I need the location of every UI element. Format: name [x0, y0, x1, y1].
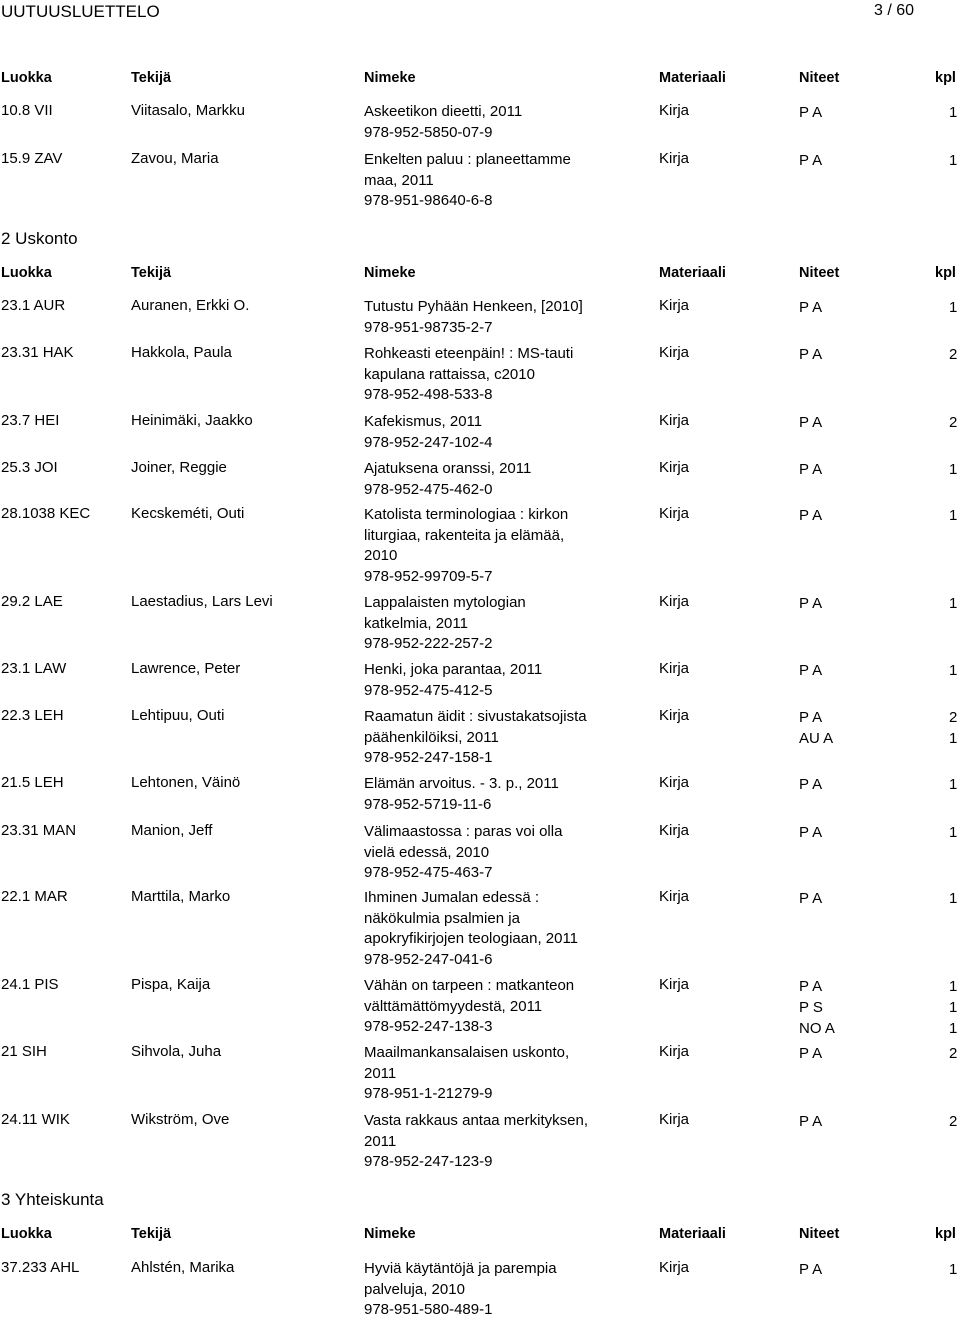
- nimeke-line: 978-952-247-158-1: [364, 749, 493, 767]
- nimeke-line: 978-952-99709-5-7: [364, 567, 493, 585]
- column-header-nimeke: Nimeke: [364, 70, 416, 86]
- cell-niteet: [799, 102, 822, 123]
- kpl-line: 1: [949, 152, 958, 169]
- nimeke-line: Hyviä käytäntöjä ja parempia: [364, 1260, 557, 1277]
- niteet-line: P A: [799, 978, 823, 995]
- kpl-line: 1: [949, 824, 958, 841]
- cell-tekija: Laestadius, Lars Levi: [131, 593, 273, 610]
- kpl-line: 1: [949, 1261, 958, 1278]
- cell-materiaali: Kirja: [659, 774, 690, 791]
- kpl-line: 1: [949, 776, 958, 793]
- cell-luokka: 23.31 HAK: [1, 344, 74, 361]
- kpl-line: 2: [949, 1045, 958, 1062]
- nimeke-line: katkelmia, 2011: [364, 614, 468, 632]
- nimeke-line: Vasta rakkaus antaa merkityksen,: [364, 1112, 588, 1129]
- nimeke-line: 2010: [364, 547, 398, 565]
- cell-tekija: Marttila, Marko: [131, 888, 231, 905]
- column-header-materiaali: Materiaali: [659, 265, 726, 281]
- cell-materiaali: Kirja: [659, 150, 690, 167]
- cell-luokka: 23.31 MAN: [1, 822, 77, 839]
- cell-nimeke: [364, 888, 644, 970]
- cell-luokka: 24.11 WIK: [1, 1111, 70, 1128]
- column-header-nimeke: Nimeke: [364, 265, 416, 281]
- cell-materiaali: Kirja: [659, 593, 690, 610]
- column-header-row: [0, 1226, 960, 1246]
- nimeke-line: 978-951-98735-2-7: [364, 318, 493, 336]
- cell-kpl: [949, 150, 957, 171]
- cell-materiaali: Kirja: [659, 102, 690, 119]
- section-title: 2 Uskonto: [1, 229, 78, 248]
- column-header-luokka: Luokka: [1, 1226, 52, 1242]
- kpl-line: 2: [949, 709, 958, 726]
- nimeke-line: liturgiaa, rakenteita ja elämää,: [364, 526, 565, 544]
- nimeke-line: Askeetikon dieetti, 2011: [364, 103, 523, 120]
- cell-materiaali: Kirja: [659, 1111, 690, 1128]
- nimeke-line: Rohkeasti eteenpäin! : MS-tauti: [364, 345, 574, 362]
- nimeke-line: Kafekismus, 2011: [364, 413, 483, 430]
- nimeke-line: Lappalaisten mytologian: [364, 594, 526, 611]
- cell-kpl: [949, 1111, 957, 1132]
- niteet-line: P A: [799, 662, 823, 679]
- cell-niteet: [799, 1259, 822, 1280]
- column-header-kpl: kpl: [935, 1226, 956, 1242]
- cell-luokka: 22.3 LEH: [1, 707, 64, 724]
- cell-nimeke: [364, 412, 644, 453]
- nimeke-line: Vähän on tarpeen : matkanteon: [364, 977, 575, 994]
- cell-kpl: [949, 774, 957, 795]
- niteet-line: NO A: [799, 1020, 835, 1037]
- cell-nimeke: [364, 150, 644, 212]
- cell-materiaali: Kirja: [659, 297, 690, 314]
- nimeke-line: 978-952-5719-11-6: [364, 795, 492, 813]
- cell-luokka: 37.233 AHL: [1, 1259, 80, 1276]
- page-number: 3 / 60: [874, 2, 915, 19]
- niteet-line: P A: [799, 1113, 823, 1130]
- nimeke-line: 978-952-475-462-0: [364, 480, 493, 498]
- cell-niteet: [799, 593, 822, 614]
- column-header-nimeke: Nimeke: [364, 1226, 416, 1242]
- niteet-line: P A: [799, 152, 823, 169]
- column-header-tekija: Tekijä: [131, 265, 172, 281]
- cell-luokka: 28.1038 KEC: [1, 505, 91, 522]
- niteet-line: P A: [799, 1261, 823, 1278]
- cell-materiaali: Kirja: [659, 344, 690, 361]
- cell-niteet: [799, 660, 822, 681]
- nimeke-line: kapulana rattaissa, c2010: [364, 365, 535, 383]
- cell-nimeke: [364, 593, 644, 655]
- cell-niteet: [799, 822, 822, 843]
- cell-materiaali: Kirja: [659, 976, 690, 993]
- nimeke-line: Ihminen Jumalan edessä :: [364, 889, 540, 906]
- cell-materiaali: Kirja: [659, 822, 690, 839]
- nimeke-line: Välimaastossa : paras voi olla: [364, 823, 563, 840]
- cell-kpl: [949, 412, 957, 433]
- cell-kpl: [949, 976, 957, 1039]
- nimeke-line: Elämän arvoitus. - 3. p., 2011: [364, 775, 559, 792]
- kpl-line: 1: [949, 890, 958, 907]
- nimeke-line: 2011: [364, 1064, 397, 1082]
- nimeke-line: Raamatun äidit : sivustakatsojista: [364, 708, 587, 725]
- cell-luokka: 21.5 LEH: [1, 774, 64, 791]
- nimeke-line: Ajatuksena oranssi, 2011: [364, 460, 532, 477]
- cell-nimeke: [364, 707, 644, 769]
- niteet-line: AU A: [799, 730, 834, 747]
- nimeke-line: apokryfikirjojen teologiaan, 2011: [364, 930, 579, 948]
- kpl-line: 1: [949, 595, 958, 612]
- nimeke-line: Katolista terminologiaa : kirkon: [364, 506, 569, 523]
- cell-kpl: [949, 822, 957, 843]
- document-title: UUTUUSLUETTELO: [1, 2, 160, 21]
- niteet-line: P A: [799, 346, 823, 363]
- cell-tekija: Wikström, Ove: [131, 1111, 230, 1128]
- cell-luokka: 23.1 AUR: [1, 297, 66, 314]
- cell-luokka: 29.2 LAE: [1, 593, 63, 610]
- cell-niteet: [799, 976, 835, 1039]
- cell-nimeke: [364, 774, 644, 815]
- column-header-materiaali: Materiaali: [659, 70, 726, 86]
- nimeke-line: 978-952-475-463-7: [364, 864, 493, 882]
- cell-nimeke: [364, 297, 644, 338]
- kpl-line: 1: [949, 461, 958, 478]
- kpl-line: 1: [949, 978, 958, 995]
- column-header-niteet: Niteet: [799, 70, 840, 86]
- cell-luokka: 10.8 VII: [1, 102, 53, 119]
- nimeke-line: 2011: [364, 1132, 397, 1150]
- cell-luokka: 23.7 HEI: [1, 412, 60, 429]
- cell-luokka: 21 SIH: [1, 1043, 47, 1060]
- nimeke-line: 978-952-247-123-9: [364, 1153, 493, 1171]
- cell-materiaali: Kirja: [659, 505, 690, 522]
- page-header: [0, 0, 960, 26]
- column-header-luokka: Luokka: [1, 265, 52, 281]
- column-header-luokka: Luokka: [1, 70, 52, 86]
- column-header-tekija: Tekijä: [131, 70, 172, 86]
- cell-tekija: Lehtipuu, Outi: [131, 707, 225, 724]
- cell-tekija: Auranen, Erkki O.: [131, 297, 250, 314]
- nimeke-line: 978-952-498-533-8: [364, 386, 493, 404]
- cell-nimeke: [364, 102, 644, 143]
- cell-tekija: Kecskeméti, Outi: [131, 505, 245, 522]
- kpl-line: 1: [949, 730, 958, 747]
- niteet-line: P A: [799, 414, 823, 431]
- cell-kpl: [949, 660, 957, 681]
- kpl-line: 1: [949, 104, 958, 121]
- cell-kpl: [949, 102, 957, 123]
- cell-tekija: Sihvola, Juha: [131, 1043, 222, 1060]
- cell-luokka: 23.1 LAW: [1, 660, 67, 677]
- kpl-line: 1: [949, 999, 958, 1016]
- cell-luokka: 22.1 MAR: [1, 888, 68, 905]
- cell-niteet: [799, 888, 822, 909]
- nimeke-line: 978-952-5850-07-9: [364, 123, 493, 141]
- niteet-line: P A: [799, 104, 823, 121]
- niteet-line: P A: [799, 824, 823, 841]
- cell-niteet: [799, 1111, 822, 1132]
- cell-tekija: Manion, Jeff: [131, 822, 213, 839]
- cell-niteet: [799, 412, 822, 433]
- nimeke-line: 978-951-98640-6-8: [364, 192, 493, 210]
- column-header-row: [0, 70, 960, 90]
- niteet-line: P A: [799, 1045, 823, 1062]
- cell-tekija: Heinimäki, Jaakko: [131, 412, 253, 429]
- kpl-line: 2: [949, 1113, 958, 1130]
- column-header-kpl: kpl: [935, 265, 956, 281]
- nimeke-line: 978-952-222-257-2: [364, 635, 493, 653]
- nimeke-line: Tutustu Pyhään Henkeen, [2010]: [364, 298, 583, 315]
- cell-nimeke: [364, 1111, 644, 1173]
- niteet-line: P A: [799, 595, 823, 612]
- column-header-niteet: Niteet: [799, 265, 840, 281]
- cell-kpl: [949, 297, 957, 318]
- kpl-line: 1: [949, 507, 958, 524]
- nimeke-line: 978-952-247-102-4: [364, 433, 493, 451]
- column-header-materiaali: Materiaali: [659, 1226, 726, 1242]
- nimeke-line: näkökulmia psalmien ja: [364, 909, 520, 927]
- kpl-line: 1: [949, 662, 958, 679]
- cell-nimeke: [364, 505, 644, 587]
- cell-materiaali: Kirja: [659, 707, 690, 724]
- cell-materiaali: Kirja: [659, 412, 690, 429]
- cell-tekija: Viitasalo, Markku: [131, 102, 245, 119]
- cell-materiaali: Kirja: [659, 888, 690, 905]
- cell-luokka: 15.9 ZAV: [1, 150, 63, 167]
- nimeke-line: Maailmankansalaisen uskonto,: [364, 1044, 570, 1061]
- cell-tekija: Hakkola, Paula: [131, 344, 232, 361]
- niteet-line: P A: [799, 709, 823, 726]
- cell-kpl: [949, 707, 957, 749]
- nimeke-line: 978-952-475-412-5: [364, 681, 493, 699]
- cell-niteet: [799, 774, 822, 795]
- cell-tekija: Lawrence, Peter: [131, 660, 241, 677]
- cell-tekija: Joiner, Reggie: [131, 459, 227, 476]
- section-title: 3 Yhteiskunta: [1, 1190, 104, 1209]
- cell-nimeke: [364, 1259, 644, 1321]
- kpl-line: 1: [949, 1020, 958, 1037]
- niteet-line: P A: [799, 507, 823, 524]
- cell-materiaali: Kirja: [659, 459, 690, 476]
- nimeke-line: 978-951-580-489-1: [364, 1301, 493, 1319]
- cell-nimeke: [364, 459, 644, 500]
- kpl-line: 1: [949, 299, 958, 316]
- column-header-kpl: kpl: [935, 70, 956, 86]
- cell-niteet: [799, 1043, 822, 1064]
- kpl-line: 2: [949, 414, 958, 431]
- cell-tekija: Pispa, Kaija: [131, 976, 211, 993]
- cell-niteet: [799, 459, 822, 480]
- niteet-line: P S: [799, 999, 823, 1016]
- cell-nimeke: [364, 822, 644, 884]
- cell-nimeke: [364, 1043, 644, 1105]
- cell-kpl: [949, 1043, 957, 1064]
- cell-tekija: Ahlstén, Marika: [131, 1259, 235, 1276]
- cell-nimeke: [364, 344, 644, 406]
- column-header-row: [0, 265, 960, 285]
- cell-materiaali: Kirja: [659, 1043, 690, 1060]
- nimeke-line: 978-952-247-041-6: [364, 950, 493, 968]
- cell-kpl: [949, 505, 957, 526]
- cell-niteet: [799, 297, 822, 318]
- cell-kpl: [949, 459, 957, 480]
- nimeke-line: 978-951-1-21279-9: [364, 1085, 493, 1103]
- niteet-line: P A: [799, 461, 823, 478]
- cell-luokka: 25.3 JOI: [1, 459, 58, 476]
- cell-kpl: [949, 344, 957, 365]
- nimeke-line: 978-952-247-138-3: [364, 1018, 493, 1036]
- cell-tekija: Zavou, Maria: [131, 150, 219, 167]
- cell-nimeke: [364, 660, 644, 701]
- niteet-line: P A: [799, 776, 823, 793]
- kpl-line: 2: [949, 346, 958, 363]
- cell-niteet: [799, 150, 822, 171]
- cell-kpl: [949, 1259, 957, 1280]
- column-header-tekija: Tekijä: [131, 1226, 172, 1242]
- nimeke-line: maa, 2011: [364, 171, 434, 189]
- nimeke-line: päähenkilöiksi, 2011: [364, 728, 499, 746]
- nimeke-line: palveluja, 2010: [364, 1280, 465, 1298]
- cell-materiaali: Kirja: [659, 660, 690, 677]
- cell-niteet: [799, 344, 822, 365]
- nimeke-line: Henki, joka parantaa, 2011: [364, 661, 543, 678]
- cell-kpl: [949, 888, 957, 909]
- nimeke-line: vielä edessä, 2010: [364, 843, 490, 861]
- nimeke-line: välttämättömyydestä, 2011: [364, 997, 543, 1015]
- nimeke-line: Enkelten paluu : planeettamme: [364, 151, 571, 168]
- niteet-line: P A: [799, 890, 823, 907]
- niteet-line: P A: [799, 299, 823, 316]
- cell-nimeke: [364, 976, 644, 1038]
- cell-kpl: [949, 593, 957, 614]
- cell-tekija: Lehtonen, Väinö: [131, 774, 241, 791]
- cell-materiaali: Kirja: [659, 1259, 690, 1276]
- cell-niteet: [799, 707, 833, 749]
- cell-niteet: [799, 505, 822, 526]
- cell-luokka: 24.1 PIS: [1, 976, 59, 993]
- column-header-niteet: Niteet: [799, 1226, 840, 1242]
